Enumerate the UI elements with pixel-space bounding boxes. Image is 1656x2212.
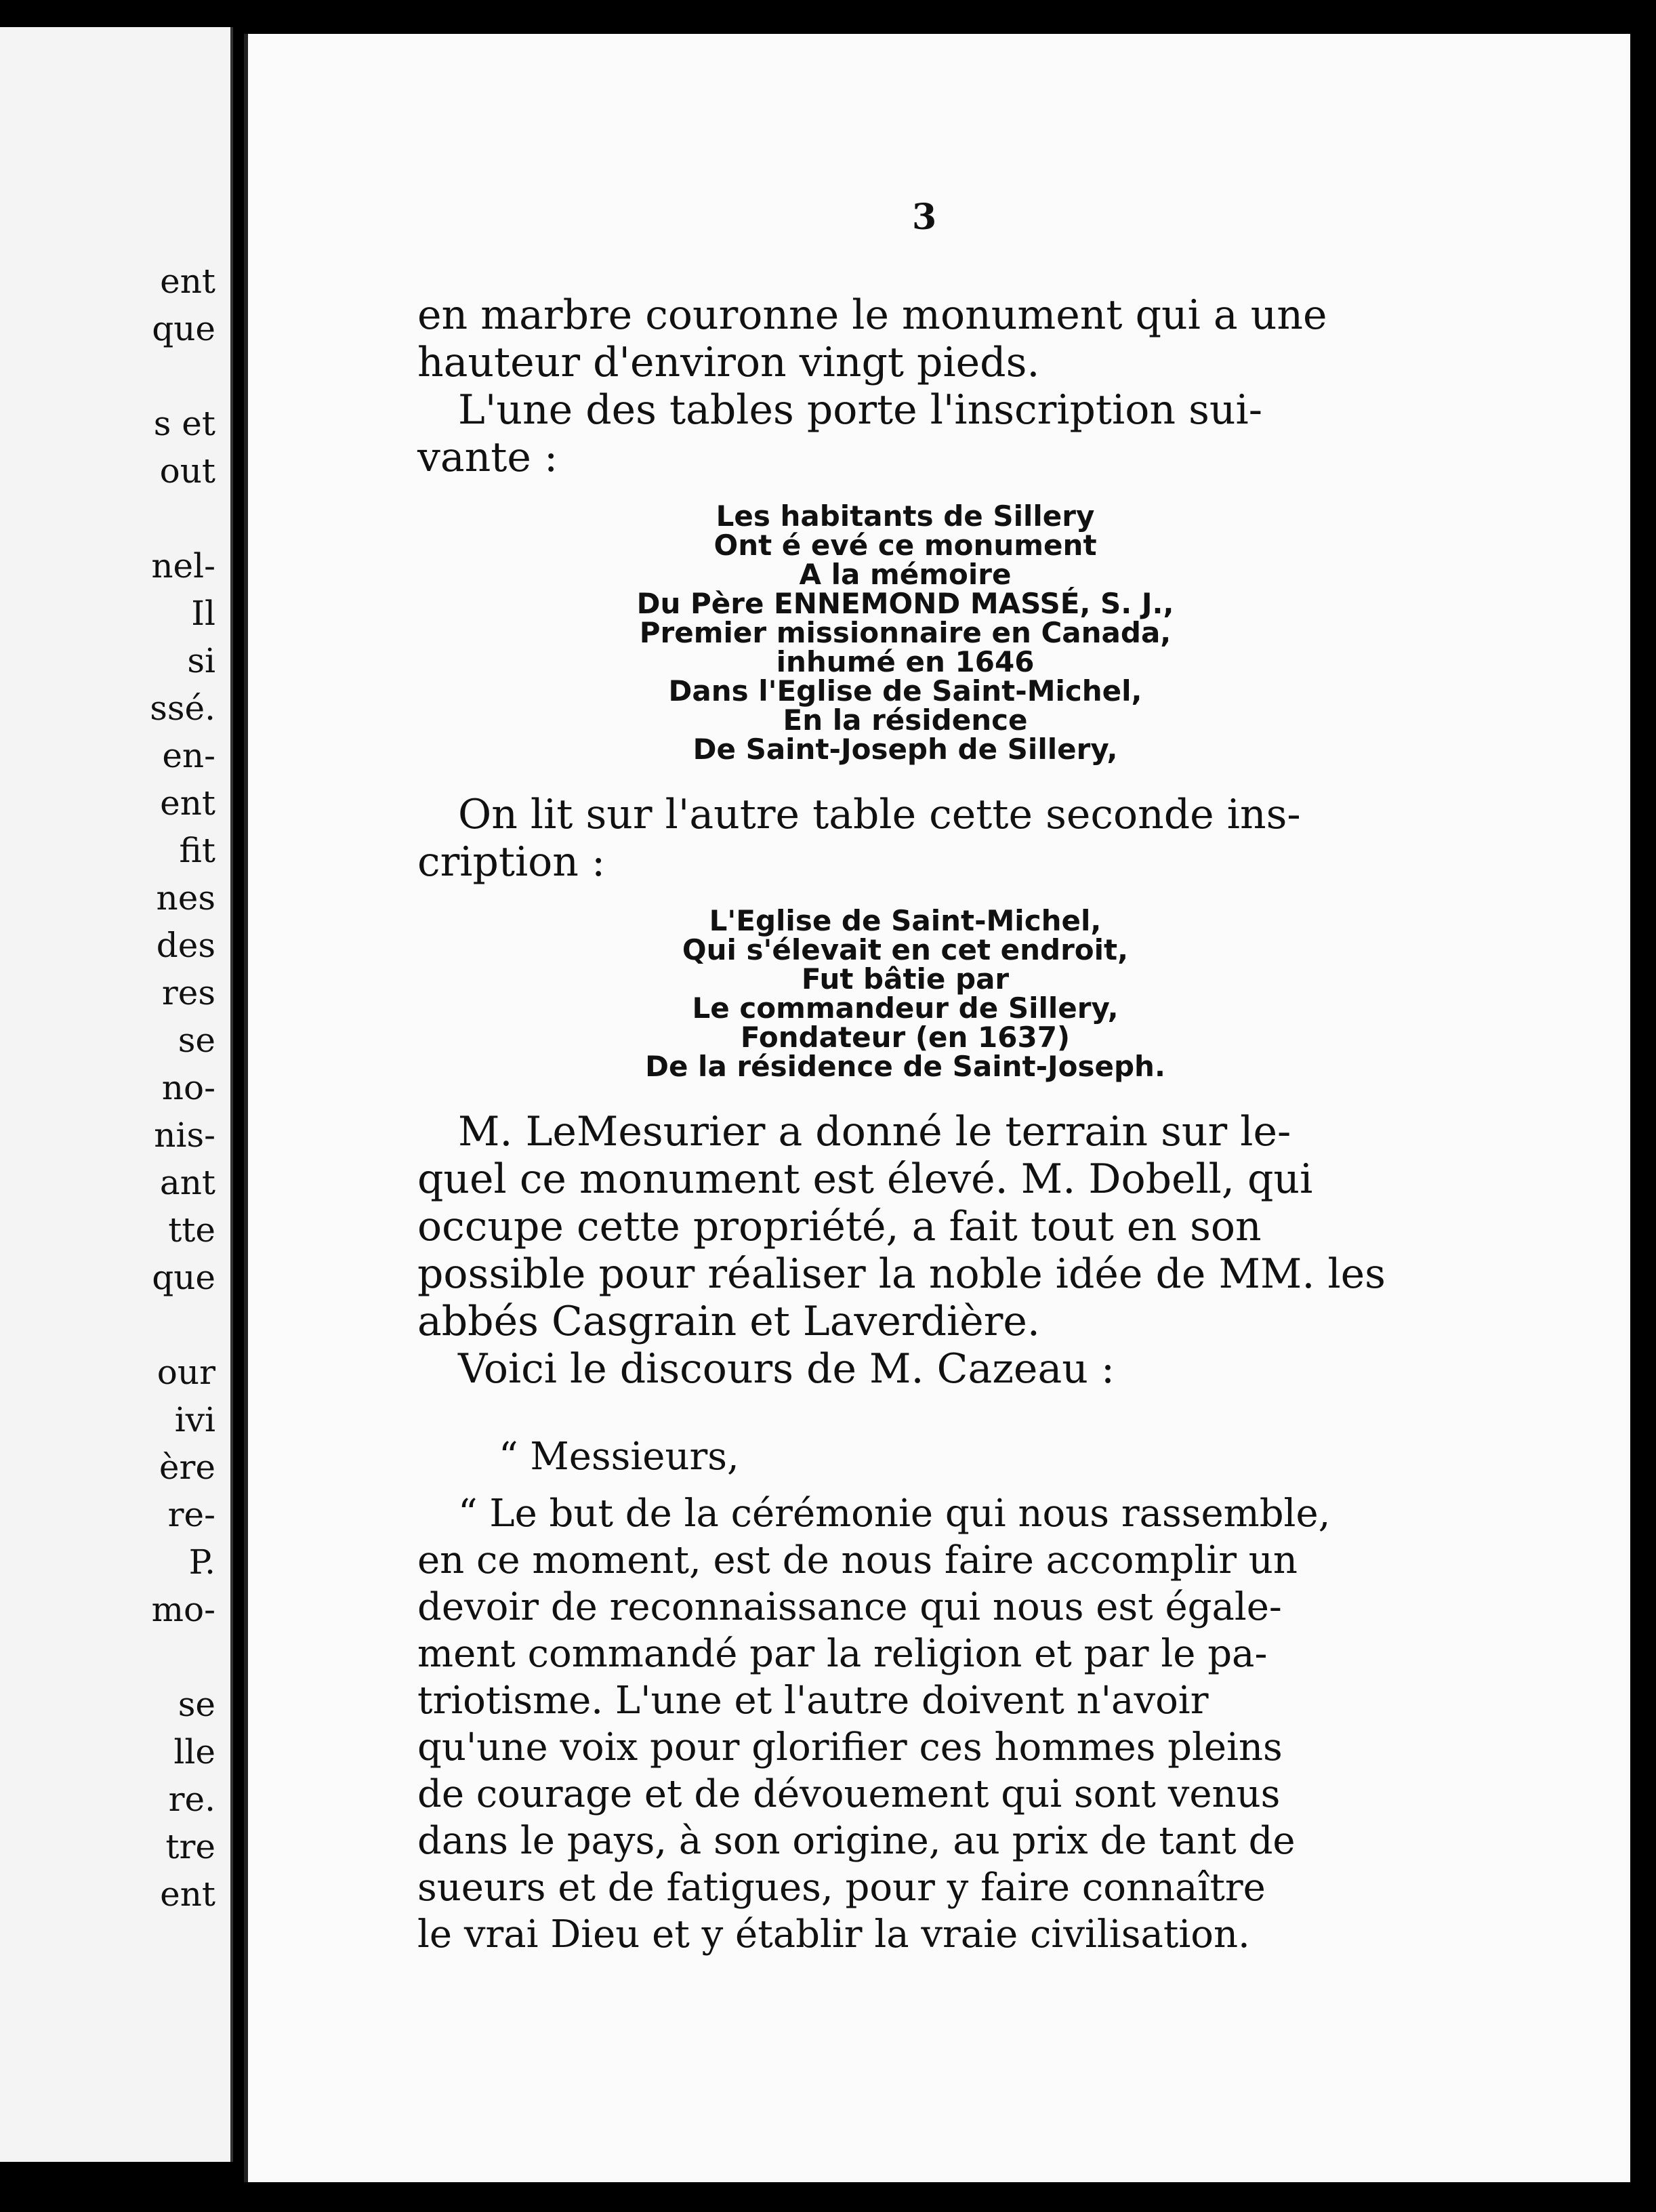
left-page-fragment: mo- — [151, 1590, 215, 1629]
left-page-fragment: nes — [156, 878, 215, 918]
text-line: dans le pays, à son origine, au prix de tant de — [417, 1819, 1296, 1863]
text-line: occupe cette propriété, a fait tout en son — [417, 1203, 1262, 1250]
paragraph-5: Voici le discours de M. Cazeau : — [458, 1345, 1115, 1393]
text-line: quel ce monument est élevé. M. Dobell, qui — [417, 1155, 1313, 1203]
left-page-fragment: out — [159, 451, 215, 491]
left-page-fragment — [12, 352, 215, 400]
text-line: cription : — [417, 838, 606, 886]
left-page-fragment: tte — [168, 1210, 215, 1250]
text-line: de courage et de dévouement qui sont venus — [417, 1772, 1281, 1816]
left-page-fragment: re- — [167, 1495, 215, 1534]
left-page-fragment: que — [152, 309, 215, 348]
inscription-line: De la résidence de Saint-Joseph. — [645, 1050, 1165, 1083]
inscription-line: En la résidence — [783, 703, 1028, 737]
inscription-line: Les habitants de Sillery — [716, 499, 1095, 533]
left-page-fragment: ant — [159, 1163, 215, 1202]
text-line: sueurs et de fatigues, pour y faire connaître — [417, 1866, 1266, 1910]
text-line: abbés Casgrain et Laverdière. — [417, 1298, 1040, 1345]
page-number: 3 — [912, 197, 937, 238]
left-page-fragment: res — [161, 973, 215, 1012]
paragraph-4 — [417, 1108, 1393, 1345]
left-page-fragment: Il — [191, 594, 215, 633]
inscription-line: Dans l'Eglise de Saint-Michel, — [668, 674, 1142, 708]
inscription-line: De Saint-Joseph de Sillery, — [692, 733, 1118, 766]
speech-salutation: “ Messieurs, — [499, 1435, 739, 1479]
paragraph-2 — [417, 386, 1393, 481]
inscription-line: A la mémoire — [799, 558, 1012, 591]
inscription-line: Fondateur (en 1637) — [740, 1021, 1071, 1054]
left-page-text — [12, 258, 215, 1918]
left-page-fragment: re. — [168, 1780, 215, 1819]
left-page-fragment — [12, 1301, 215, 1349]
text-line: On lit sur l'autre table cette seconde ins- — [458, 791, 1301, 838]
inscription-line: Qui s'élevait en cet endroit, — [682, 933, 1129, 966]
text-line: triotisme. L'une et l'autre doivent n'avoir — [417, 1679, 1209, 1723]
inscription-line: Le commandeur de Sillery, — [692, 991, 1119, 1025]
left-page-fragment: des — [156, 926, 215, 965]
left-page-fragment: nis- — [154, 1115, 215, 1155]
left-page-fragment: ère — [159, 1448, 215, 1487]
text-line: possible pour réaliser la noble idée de MM. les — [417, 1250, 1386, 1298]
text-line: vante : — [417, 434, 558, 481]
left-page-fragment: s et — [153, 404, 215, 443]
inscription-line: L'Eglise de Saint-Michel, — [709, 904, 1102, 937]
left-page-fragment: P. — [188, 1542, 215, 1582]
left-page-fragment: tre — [165, 1827, 215, 1866]
right-page — [244, 34, 1630, 2182]
inscription-second — [417, 906, 1393, 1081]
left-page-fragment: en- — [162, 736, 215, 775]
text-line: ment commandé par la religion et par le pa- — [417, 1632, 1268, 1676]
left-page-fragment: ivi — [174, 1400, 215, 1439]
left-page — [0, 27, 233, 2162]
left-page-fragment — [12, 1633, 215, 1681]
paragraph-1 — [417, 291, 1393, 386]
left-page-fragment: no- — [161, 1068, 215, 1107]
text-line: devoir de reconnaissance qui nous est égale- — [417, 1585, 1282, 1629]
left-page-fragment — [12, 495, 215, 542]
left-page-fragment: nel- — [151, 546, 215, 586]
text-line: M. LeMesurier a donné le terrain sur le- — [458, 1108, 1291, 1155]
paragraph-3 — [417, 791, 1393, 886]
speech-text — [417, 1490, 1393, 1958]
page-content — [417, 291, 1393, 1958]
left-page-fragment: ent — [160, 783, 215, 823]
text-line: L'une des tables porte l'inscription sui- — [458, 386, 1262, 434]
left-page-fragment: our — [157, 1353, 215, 1392]
inscription-line: inhumé en 1646 — [776, 645, 1035, 678]
left-page-fragment: ent — [160, 262, 215, 301]
text-line: en marbre couronne le monument qui a une — [417, 291, 1327, 339]
text-line: le vrai Dieu et y établir la vraie civilisation. — [417, 1912, 1250, 1957]
left-page-fragment: lle — [173, 1732, 215, 1771]
left-page-fragment: ent — [160, 1875, 215, 1914]
left-page-fragment: ssé. — [150, 689, 215, 728]
text-line: hauteur d'environ vingt pieds. — [417, 339, 1040, 386]
left-page-fragment: si — [187, 641, 215, 680]
inscription-line: Ont é evé ce monument — [713, 529, 1097, 562]
left-page-fragment: fit — [179, 831, 215, 870]
left-page-fragment: se — [178, 1021, 215, 1060]
left-page-fragment: se — [178, 1685, 215, 1724]
inscription-line: Fut bâtie par — [801, 962, 1010, 996]
text-line: en ce moment, est de nous faire accomplir un — [417, 1538, 1298, 1582]
inscription-line: Premier missionnaire en Canada, — [639, 616, 1172, 649]
inscription-line: Du Père ENNEMOND MASSÉ, S. J., — [636, 587, 1174, 620]
text-line: “ Le but de la cérémonie qui nous rassemble, — [458, 1492, 1331, 1536]
text-line: qu'une voix pour glorifier ces hommes pleins — [417, 1725, 1283, 1769]
inscription-first — [417, 501, 1393, 764]
left-page-fragment: que — [152, 1258, 215, 1297]
